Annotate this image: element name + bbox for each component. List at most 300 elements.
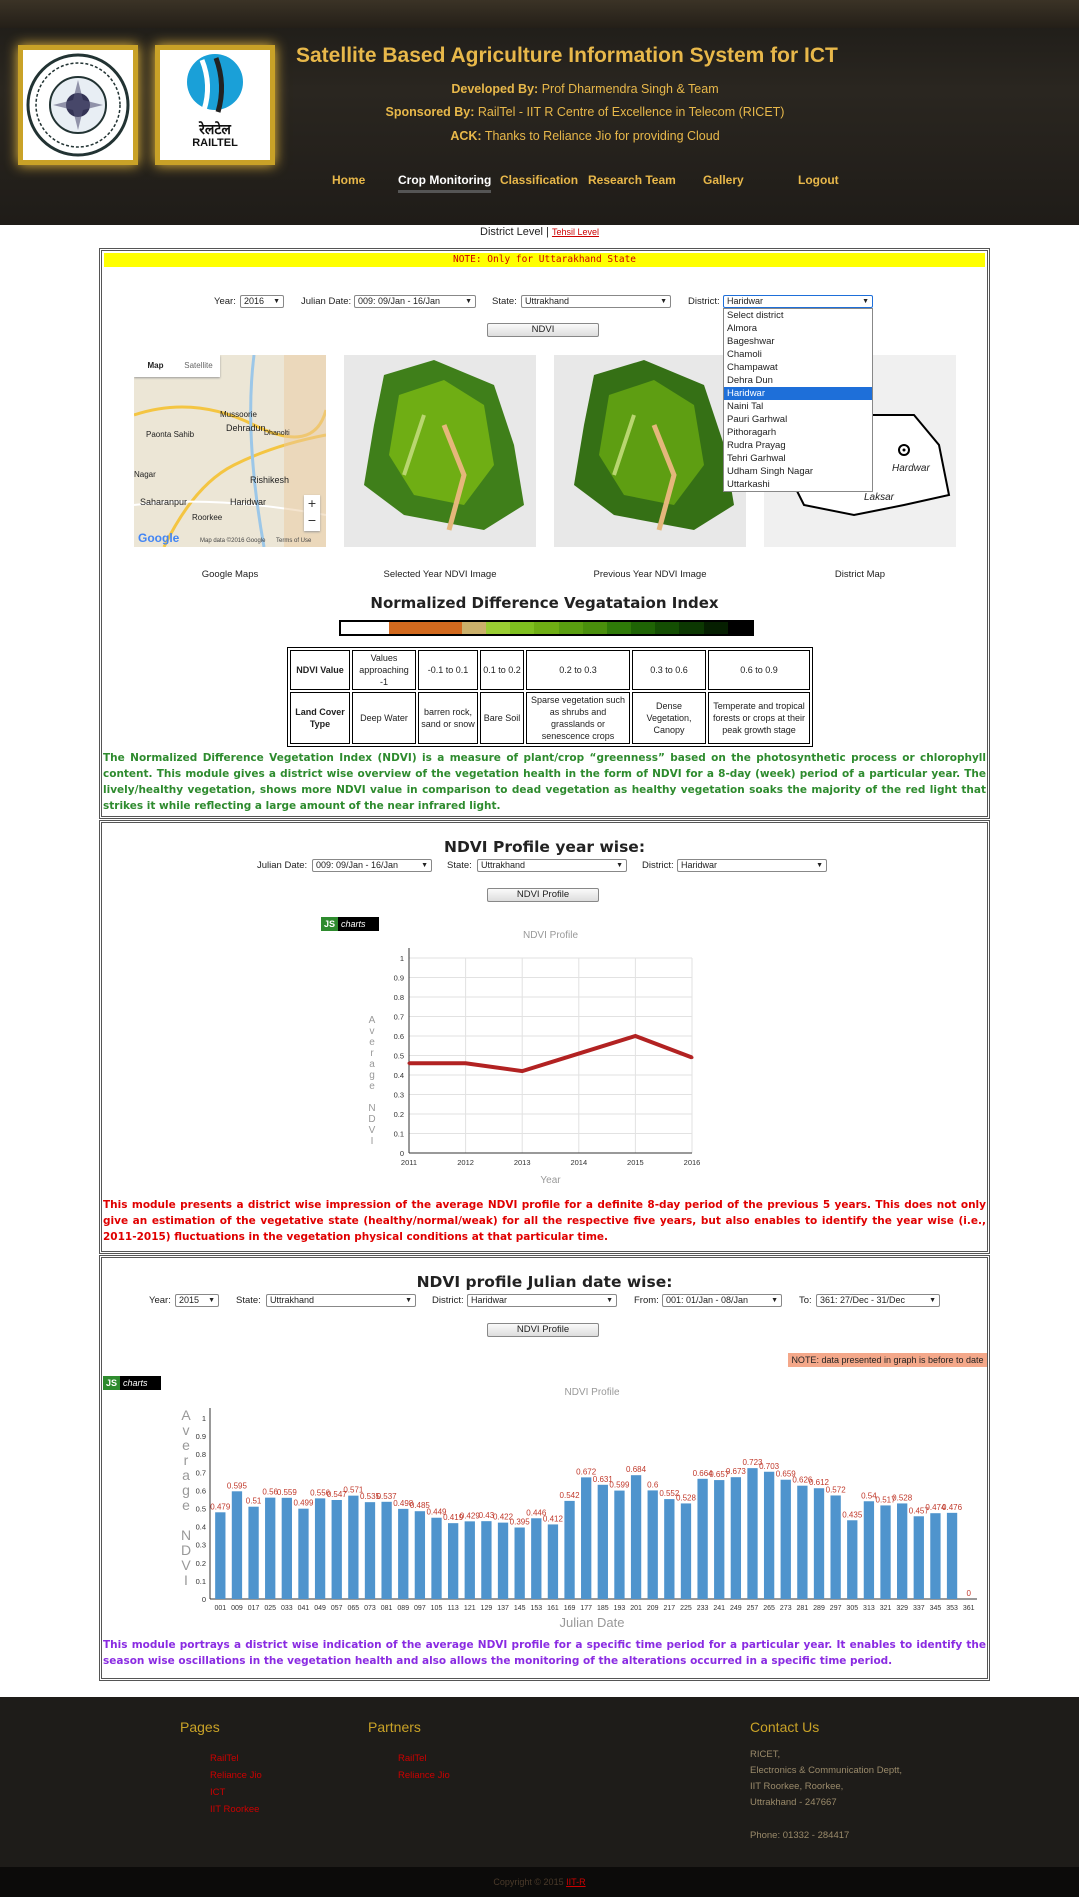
bar	[864, 1501, 874, 1599]
x-tick-label: 273	[779, 1605, 792, 1612]
data-point	[521, 1070, 524, 1073]
bar	[232, 1491, 242, 1599]
julian-date-label: Julian Date:	[257, 860, 308, 871]
developed-by: Developed By: Prof Dharmendra Singh & Team	[451, 82, 719, 96]
table-head: Land Cover Type	[290, 692, 350, 744]
to-date-select[interactable]: 361: 27/Dec - 31/Dec ▼	[816, 1294, 940, 1307]
ndvi-color-legend	[339, 620, 754, 636]
map-label: Dehradun	[226, 423, 266, 433]
chevron-down-icon: ▼	[208, 1297, 215, 1304]
bar	[814, 1488, 824, 1599]
bar-value-label: 0.535	[359, 1492, 381, 1502]
previous-year-ndvi-image	[554, 355, 746, 547]
bar-value-label: 0.412	[542, 1514, 563, 1524]
x-tick-label: 2013	[513, 1158, 531, 1167]
bar-value-label: 0.556	[310, 1488, 331, 1498]
x-tick-label: 193	[613, 1605, 626, 1612]
table-cell: Dense Vegetation, Canopy	[632, 692, 706, 744]
nav-research-team[interactable]: Research Team	[588, 173, 676, 187]
chevron-down-icon: ▼	[405, 1297, 412, 1304]
district-option[interactable]: Naini Tal	[727, 401, 764, 412]
caption-district-map: District Map	[834, 569, 886, 580]
bar	[365, 1502, 375, 1599]
railtel-logo-hindi: रेलटेल	[199, 122, 231, 138]
bar-value-label: 0.672	[576, 1467, 597, 1477]
x-tick-label: 065	[347, 1605, 360, 1612]
bar	[498, 1523, 508, 1599]
bar-value-label: 0.395	[509, 1517, 530, 1527]
bar-value-label: 0.43	[478, 1511, 495, 1521]
bar-value-label: 0.552	[659, 1489, 680, 1499]
footer-partners-title: Partners	[368, 1719, 421, 1735]
state-select[interactable]: Uttrakhand ▼	[477, 859, 627, 872]
map-tab[interactable]: Map	[147, 361, 164, 370]
state-label: State:	[492, 296, 517, 307]
map-label: Paonta Sahib	[146, 430, 195, 439]
chevron-down-icon: ▼	[465, 298, 472, 305]
district-option[interactable]: Almora	[727, 323, 758, 334]
bar	[564, 1501, 574, 1599]
bar-value-label: 0.498	[393, 1498, 414, 1508]
x-tick-label: 009	[231, 1605, 243, 1612]
x-tick-label: 129	[480, 1605, 493, 1612]
bar	[431, 1518, 441, 1599]
x-tick-label: 033	[280, 1605, 293, 1612]
bar-value-label: 0.499	[293, 1498, 314, 1508]
district-option[interactable]: Uttarkashi	[727, 479, 770, 490]
bar-value-label: 0.528	[675, 1493, 696, 1503]
x-tick-label: 089	[397, 1605, 410, 1612]
google-logo: Google	[138, 531, 180, 545]
bar	[415, 1511, 425, 1599]
x-tick-label: 017	[247, 1605, 260, 1612]
chart-title: NDVI Profile	[522, 930, 579, 941]
bar	[648, 1490, 658, 1599]
footer-link[interactable]: Reliance Jio	[398, 1770, 450, 1781]
legend-swatch	[341, 622, 365, 634]
district-map-label: Hardwar	[892, 463, 930, 474]
legend-swatch	[389, 622, 413, 634]
bar-value-label: 0.422	[493, 1512, 514, 1522]
district-option[interactable]: Tehri Garhwal	[727, 453, 786, 464]
x-tick-label: 313	[863, 1605, 875, 1612]
nav-logout[interactable]: Logout	[798, 173, 839, 187]
bar-value-label: 0	[966, 1589, 971, 1598]
x-tick-label: 2014	[570, 1158, 588, 1167]
y-tick-label: 0.8	[393, 993, 404, 1002]
y-tick-label: 0.5	[195, 1504, 206, 1514]
ndvi-profile-button[interactable]: NDVI Profile	[487, 1323, 599, 1337]
table-cell: 0.3 to 0.6	[632, 650, 706, 690]
jscharts-badge[interactable]: JS charts	[103, 1376, 161, 1390]
district-select[interactable]: Haridwar ▼	[723, 295, 873, 308]
bar	[481, 1521, 491, 1599]
y-tick-label: 0.6	[393, 1032, 404, 1041]
bar	[880, 1505, 890, 1599]
footer-link[interactable]: RailTel	[398, 1753, 427, 1764]
bar	[947, 1513, 957, 1599]
bar	[897, 1503, 907, 1599]
x-tick-label: 057	[330, 1605, 343, 1612]
bar-value-label: 0.435	[842, 1510, 863, 1520]
bar	[248, 1507, 258, 1599]
map-label: Roorkee	[192, 513, 223, 522]
district-option[interactable]: Bageshwar	[727, 336, 775, 347]
x-tick-label: 337	[912, 1605, 925, 1612]
district-option[interactable]: Haridwar	[724, 387, 872, 400]
x-tick-label: 329	[896, 1605, 909, 1612]
jscharts-badge[interactable]: JS charts	[321, 917, 379, 931]
bar	[398, 1509, 408, 1599]
bar	[697, 1479, 707, 1599]
x-tick-label: 097	[414, 1605, 426, 1612]
legend-swatch	[704, 622, 728, 634]
table-cell: Deep Water	[352, 692, 416, 744]
to-label: To:	[799, 1295, 812, 1306]
legend-swatch	[728, 622, 752, 634]
x-tick-label: 201	[630, 1605, 642, 1612]
y-tick-label: 0.7	[393, 1012, 404, 1022]
bar	[282, 1498, 292, 1599]
from-date-select[interactable]: 001: 01/Jan - 08/Jan ▼	[662, 1294, 782, 1307]
ndvi-description: The Normalized Difference Vegetation Index (NDVI) is a measure of plant/crop “greenness” based on the photosynthetic process or chlorophyll content. This module gives a district wise overview of the vegetation health in the form of NDVI for a 8-day (week) period of a particular year. The lively/healthy vegetation, shows more NDVI value in comparison to dead vegetation as healthy vegetation soaks the majority of the red light that strikes it while reflecting a large amount of the near infrared light.	[103, 752, 986, 812]
legend-swatch	[486, 622, 510, 634]
bar	[631, 1475, 641, 1599]
district-option[interactable]: Select district	[727, 310, 784, 321]
nav-classification[interactable]: Classification	[500, 173, 579, 187]
julian-date-select[interactable]: 009: 09/Jan - 16/Jan ▼	[312, 859, 432, 872]
footer-link[interactable]: Reliance Jio	[210, 1770, 262, 1781]
x-tick-label: 161	[547, 1605, 559, 1612]
x-tick-label: 2012	[457, 1158, 474, 1167]
from-label: From:	[634, 1295, 659, 1306]
y-tick-label: 0.3	[393, 1090, 404, 1100]
bar	[614, 1491, 624, 1599]
district-option[interactable]: Pauri Garhwal	[727, 414, 788, 425]
bar-value-label: 0.419	[443, 1513, 464, 1523]
x-tick-label: 137	[497, 1605, 509, 1612]
bar-value-label: 0.485	[409, 1501, 430, 1511]
year-profile-title: NDVI Profile year wise:	[443, 838, 646, 856]
bar-value-label: 0.559	[276, 1487, 297, 1497]
nav-gallery[interactable]: Gallery	[703, 173, 744, 187]
bar-value-label: 0.56	[262, 1487, 278, 1497]
bar-value-label: 0.429	[459, 1511, 480, 1521]
x-tick-label: 177	[580, 1605, 593, 1612]
site-title: Satellite Based Agriculture Information System for ICT	[296, 44, 838, 67]
x-tick-label: 297	[829, 1605, 842, 1612]
footer-link[interactable]: IIT Roorkee	[210, 1804, 260, 1815]
bar-value-label: 0.446	[526, 1508, 547, 1518]
map-label: Rishikesh	[250, 475, 290, 485]
bar	[581, 1477, 591, 1599]
y-tick-label: 0.6	[195, 1486, 206, 1496]
bar-value-label: 0.673	[725, 1467, 746, 1477]
map-label: Dhanolti	[264, 430, 290, 437]
table-cell: 0.2 to 0.3	[526, 650, 630, 690]
bar-value-label: 0.684	[626, 1465, 647, 1475]
data-point	[577, 1052, 580, 1055]
legend-swatch	[607, 622, 631, 634]
bar	[914, 1516, 924, 1599]
district-label: District:	[688, 296, 720, 307]
bar-value-label: 0.612	[808, 1478, 830, 1488]
bar	[797, 1486, 807, 1599]
x-tick-label: 169	[563, 1605, 576, 1612]
year-select[interactable]: 2015 ▼	[175, 1294, 219, 1307]
district-select[interactable]: Haridwar ▼	[467, 1294, 617, 1307]
x-tick-label: 081	[380, 1605, 393, 1612]
bar	[598, 1485, 608, 1599]
ndvi-button[interactable]: NDVI	[487, 323, 599, 337]
y-tick-label: 0.5	[393, 1051, 404, 1061]
caption-google-maps: Google Maps	[201, 569, 259, 580]
bar	[215, 1512, 225, 1599]
bar-value-label: 0.659	[775, 1469, 796, 1479]
copyright-text: Copyright © 2015	[493, 1877, 564, 1887]
bar	[664, 1499, 674, 1599]
nav-home[interactable]: Home	[332, 173, 366, 187]
district-option[interactable]: Udham Singh Nagar	[727, 466, 814, 477]
bar	[315, 1498, 325, 1599]
bar-value-label: 0.449	[426, 1507, 447, 1517]
y-tick-label: 0.3	[195, 1540, 206, 1550]
legend-swatch	[438, 622, 462, 634]
level-separator: |	[546, 226, 549, 238]
y-tick-label: 0.1	[393, 1129, 404, 1139]
bar-value-label: 0.528	[892, 1493, 913, 1503]
x-tick-label: 257	[746, 1605, 759, 1612]
julian-profile-title: NDVI profile Julian date wise:	[416, 1273, 673, 1291]
footer-phone: Phone: 01332 - 284417	[750, 1830, 850, 1841]
chevron-down-icon: ▼	[771, 1297, 778, 1304]
y-tick-label: 0.4	[393, 1071, 404, 1080]
site-footer	[0, 1697, 1079, 1867]
y-tick-label: 0.8	[195, 1450, 206, 1460]
bar	[681, 1503, 691, 1599]
district-label: District:	[432, 1295, 464, 1306]
bar-value-label: 0.664	[692, 1468, 713, 1478]
data-point	[464, 1062, 467, 1065]
legend-swatch	[559, 622, 583, 634]
legend-swatch	[679, 622, 703, 634]
bar	[731, 1477, 741, 1599]
legend-swatch	[631, 622, 655, 634]
footer-link[interactable]: ICT	[210, 1787, 226, 1798]
state-select[interactable]: Uttrakhand ▼	[521, 295, 671, 308]
district-option[interactable]: Rudra Prayag	[727, 440, 786, 451]
y-tick-label: 0.9	[393, 973, 404, 983]
chevron-down-icon: ▼	[816, 862, 823, 869]
bar-value-label: 0.537	[376, 1491, 397, 1501]
map-attribution: Map data ©2016 Google	[200, 538, 266, 544]
x-tick-label: 153	[530, 1605, 543, 1612]
series-line	[409, 1036, 692, 1071]
x-tick-label: 113	[447, 1605, 459, 1612]
bar	[298, 1509, 308, 1599]
legend-swatch	[510, 622, 534, 634]
x-tick-label: 2015	[627, 1158, 644, 1167]
map-zoom-control[interactable]: + −	[304, 495, 320, 531]
bar-value-label: 0.479	[210, 1502, 231, 1512]
bar	[847, 1520, 857, 1599]
bar	[764, 1472, 774, 1599]
district-option[interactable]: Champawat	[727, 362, 778, 373]
x-tick-label: 321	[879, 1605, 892, 1612]
x-tick-label: 249	[730, 1605, 742, 1612]
julian-date-select[interactable]: 009: 09/Jan - 16/Jan ▼	[354, 295, 476, 308]
map-type-control[interactable]	[134, 355, 220, 377]
y-tick-label: 0.9	[195, 1432, 206, 1442]
table-cell: 0.1 to 0.2	[480, 650, 524, 690]
x-tick-label: 265	[763, 1605, 775, 1612]
bar	[930, 1513, 940, 1599]
bar-value-label: 0.457	[908, 1506, 929, 1516]
bar-value-label: 0.51	[245, 1496, 262, 1506]
caption-selected-year: Selected Year NDVI Image	[383, 569, 497, 580]
y-tick-label: 1	[399, 954, 404, 963]
railtel-logo-text: RAILTEL	[192, 137, 238, 149]
x-tick-label: 281	[796, 1605, 809, 1612]
bar-value-label: 0.476	[942, 1502, 963, 1512]
site-header	[0, 0, 1079, 225]
x-tick-label: 345	[929, 1605, 942, 1612]
sponsored-by: Sponsored By: RailTel - IIT R Centre of Excellence in Telecom (RICET)	[385, 105, 785, 119]
bar	[781, 1480, 791, 1599]
data-point	[408, 1062, 411, 1065]
footer-link[interactable]: RailTel	[210, 1753, 239, 1764]
bar-value-label: 0.626	[792, 1475, 813, 1485]
table-cell: Sparse vegetation such as shrubs and grasslands or senescence crops	[526, 692, 630, 744]
iit-roorkee-logo	[18, 45, 138, 165]
y-tick-label: 0.2	[393, 1110, 404, 1119]
y-axis-label: A v e r a g e N D V I	[180, 1407, 192, 1588]
district-dropdown-list[interactable]	[723, 308, 873, 492]
ndvi-julian-profile-panel	[99, 1255, 990, 1681]
x-tick-label: 353	[946, 1605, 958, 1612]
state-label: State:	[447, 860, 472, 871]
district-level-label: District Level	[480, 226, 543, 238]
bar-value-label: 0.54	[861, 1491, 877, 1501]
ndvi-julian-bar-chart	[172, 1378, 987, 1638]
x-tick-label: 209	[646, 1605, 659, 1612]
uttarakhand-note: NOTE: Only for Uttarakhand State	[104, 253, 985, 267]
map-label: Haridwar	[230, 497, 267, 507]
year-profile-description: This module presents a district wise impression of the average NDVI profile for a definite 8-day period of the previous 5 years. This does not only give an estimation of the vegetative state (healthy/normal/weak) for all the respective five years, but also enables to identify the year wise (i.e., 2011-2015) fluctuations in the vegetation physical conditions at that particular time.	[103, 1199, 986, 1243]
bar	[830, 1495, 840, 1599]
x-axis-label: Julian Date	[559, 1615, 625, 1630]
footer-contact-line: IIT Roorkee, Roorkee,	[750, 1781, 844, 1792]
legend-swatch	[462, 622, 486, 634]
state-label: State:	[236, 1295, 261, 1306]
chevron-down-icon: ▼	[929, 1297, 936, 1304]
footer-contact-title: Contact Us	[750, 1719, 820, 1735]
google-map[interactable]	[134, 355, 326, 547]
bar	[465, 1521, 475, 1599]
ndvi-profile-button[interactable]: NDVI Profile	[487, 888, 599, 902]
x-tick-label: 241	[713, 1605, 726, 1612]
table-cell: barren rock, sand or snow	[418, 692, 478, 744]
x-tick-label: 361	[962, 1605, 975, 1612]
bar	[531, 1518, 541, 1599]
district-select[interactable]: Haridwar ▼	[677, 859, 827, 872]
x-tick-label: 105	[430, 1605, 443, 1612]
ndvi-year-profile-panel	[99, 820, 990, 1254]
acknowledgement: ACK: Thanks to Reliance Jio for providing Cloud	[450, 129, 720, 143]
bar-value-label: 0.547	[326, 1489, 347, 1499]
bar-value-label: 0.723	[742, 1458, 763, 1468]
bar	[265, 1498, 275, 1599]
x-tick-label: 225	[680, 1605, 692, 1612]
x-tick-label: 217	[663, 1605, 676, 1612]
julian-date-label: Julian Date:	[301, 296, 352, 307]
state-select[interactable]: Uttrakhand ▼	[266, 1294, 416, 1307]
x-tick-label: 289	[813, 1605, 825, 1612]
bar	[548, 1524, 558, 1599]
julian-profile-description: This module portrays a district wise indication of the average NDVI profile for a specific time period for a particular year. It enables to identify the season wise oscillations in the vegetation health and also allows the monitoring of the alterations occurred in a specific time period.	[103, 1639, 986, 1667]
bar-value-label: 0.517	[875, 1495, 896, 1505]
x-tick-label: 233	[696, 1605, 709, 1612]
satellite-tab[interactable]: Satellite	[184, 361, 213, 370]
copyright-link[interactable]: IIT-R	[566, 1877, 586, 1887]
year-label: Year:	[214, 296, 236, 307]
map-label: Nagar	[134, 470, 156, 479]
x-tick-label: 073	[364, 1605, 376, 1612]
district-map-label: Laksar	[864, 492, 895, 503]
year-select[interactable]: 2016 ▼	[240, 295, 284, 308]
chevron-down-icon: ▼	[606, 1297, 613, 1304]
year-label: Year:	[149, 1295, 171, 1306]
footer-pages-title: Pages	[180, 1719, 220, 1735]
chart-title: NDVI Profile	[564, 1387, 620, 1398]
bar-value-label: 0.474	[925, 1503, 946, 1513]
tehsil-level-link[interactable]: Tehsil Level	[551, 227, 599, 237]
x-tick-label: 025	[264, 1605, 277, 1612]
y-tick-label: 0.1	[195, 1576, 206, 1586]
bar-value-label: 0.571	[343, 1485, 364, 1495]
table-cell: -0.1 to 0.1	[418, 650, 478, 690]
bar	[348, 1496, 358, 1599]
bar-value-label: 0.572	[825, 1485, 846, 1495]
map-label: Mussoorie	[220, 410, 257, 419]
x-tick-label: 145	[513, 1605, 526, 1612]
bar	[515, 1528, 525, 1599]
bar-value-label: 0.657	[709, 1470, 730, 1480]
y-tick-label: 0.4	[195, 1522, 206, 1532]
header-top-strip	[0, 0, 1079, 28]
bar-value-label: 0.595	[226, 1481, 247, 1491]
district-option[interactable]: Pithoragarh	[727, 427, 777, 438]
x-tick-label: 041	[297, 1605, 310, 1612]
chevron-down-icon: ▼	[862, 298, 869, 305]
map-terms-link[interactable]: Terms of Use	[276, 538, 312, 544]
graph-date-note: NOTE: data presented in graph is before to date	[788, 1353, 987, 1367]
bar-value-label: 0.631	[592, 1474, 613, 1484]
table-cell: Bare Soil	[480, 692, 524, 744]
bar	[714, 1480, 724, 1599]
x-tick-label: 185	[596, 1605, 609, 1612]
legend-swatch	[414, 622, 438, 634]
data-point	[691, 1056, 694, 1059]
ndvi-year-line-chart	[317, 923, 797, 1183]
table-cell: Temperate and tropical forests or crops at their peak growth stage	[708, 692, 810, 744]
district-option[interactable]: Chamoli	[727, 349, 762, 360]
bar	[332, 1500, 342, 1599]
selected-year-ndvi-image	[344, 355, 536, 547]
y-tick-label: 0.2	[195, 1558, 206, 1568]
nav-crop-monitoring[interactable]: Crop Monitoring	[398, 173, 491, 193]
district-option[interactable]: Dehra Dun	[727, 375, 773, 386]
